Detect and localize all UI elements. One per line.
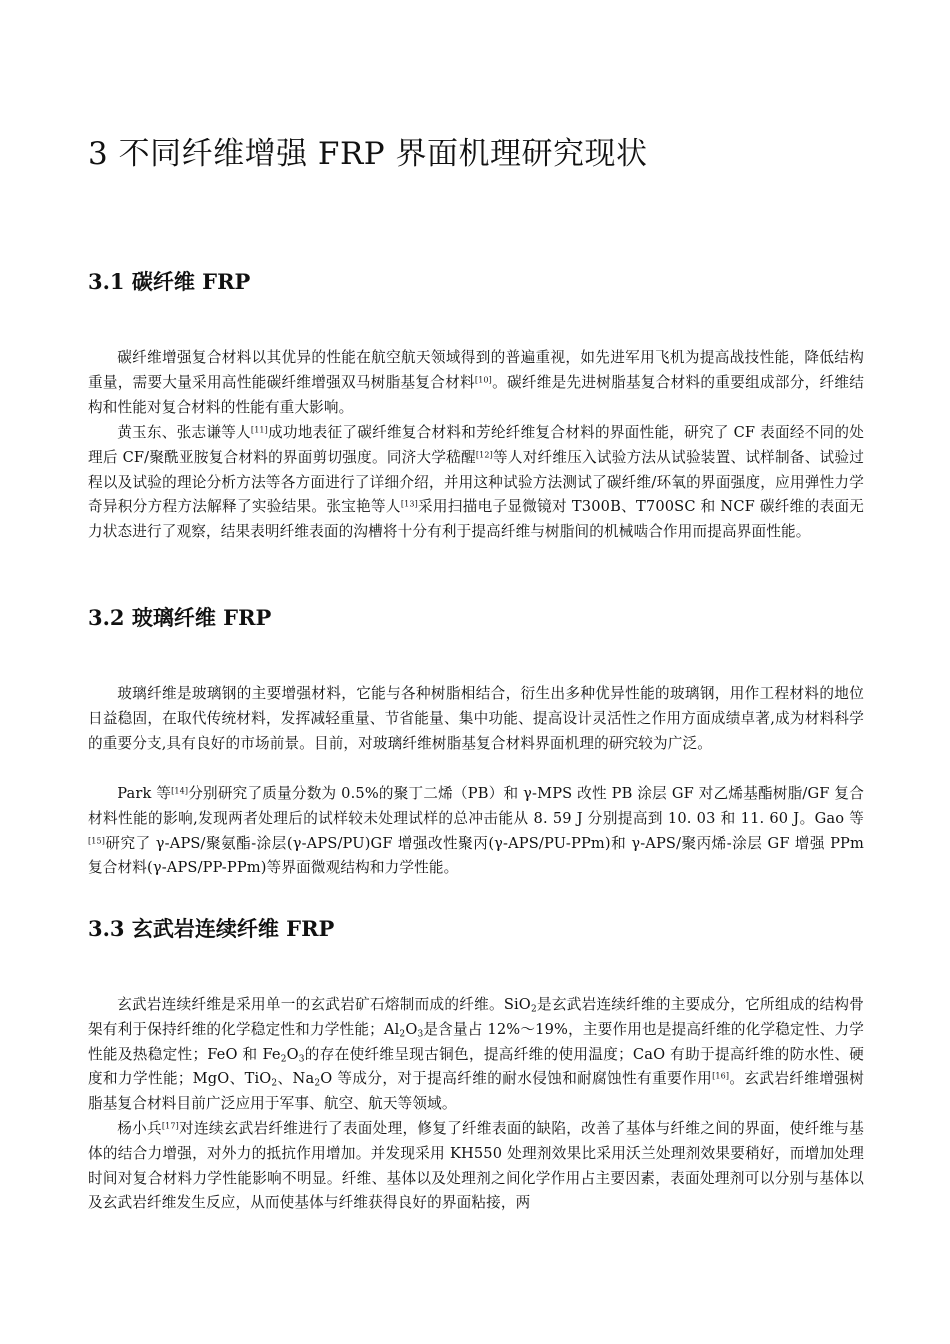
citation-ref: [15] <box>88 836 106 846</box>
citation-ref: [13] <box>400 500 418 509</box>
citation-ref: [16] <box>712 1072 730 1081</box>
section-heading-3-1: 3.1 碳纤维 FRP <box>88 269 251 294</box>
paragraph-basalt-intro: 玄武岩连续纤维是采用单一的玄武岩矿石熔制而成的纤维。SiO$_2$是玄武岩连续纤维的主要成分，它所组成的结构骨架有利于保持纤维的化学稳定性和力学性能；$Al_2O_3$是含量占 12%～19%，主要作用也是提高纤维的化学稳定性、力学性能及热稳定性；FeO 和 $Fe_2O_3$的存在使纤维呈现古铜色，提高纤维的使用温度；CaO 有助于提高纤维的防水性、硬度和力学性能；MgO、TiO$_2$、$Na_2O$ 等成分，对于提高纤维的耐水侵蚀和耐腐蚀性有重要作用[16]。玄武岩纤维增强树脂基复合材料目前广泛应用于军事、航空、航天等领域。 <box>88 996 865 1113</box>
citation-ref: [17] <box>161 1121 179 1131</box>
citation-ref: [12] <box>475 450 493 460</box>
paragraph-carbon-research: 黄玉东、张志谦等人[11]成功地表征了碳纤维复合材料和芳纶纤维复合材料的界面性能，研究了 CF 表面经不同的处理后 CF/聚酰亚胺复合材料的界面剪切强度。同济大学嵇醒[12]等人对纤维压入试验方法从试验装置、试样制备、试验过程以及试验的理论分析方法等各方面进行了详细介绍，并用这种试验方法测试了碳纤维/环氧的界面强度，应用弹性力学奇异积分方程方法解释了实验结果。张宝艳等人[13]采用扫描电子显微镜对 T300B、T700SC 和 NCF 碳纤维的表面无力状态进行了观察，结果表明纤维表面的沟槽将十分有利于提高纤维与树脂间的机械啮合作用而提高界面性能。 <box>88 424 864 541</box>
paragraph-glass-research: Park 等[14]分别研究了质量分数为 0.5%的聚丁二烯（PB）和 γ-MPS 改性 PB 涂层 GF 对乙烯基酯树脂/GF 复合材料性能的影响,发现两者处理后的试样较未处理试样的总冲击能从 8. 59 J 分别提高到 10. 03 和 11. 60 J。Gao 等[15]研究了 γ-APS/聚氨酯-涂层(γ-APS/PU)GF 增强改性聚丙(γ-APS/PU-PPm)和 γ-APS/聚丙烯-涂层 GF 增强 PPm 复合材料(γ-APS/PP-PPm)等界面微观结构和力学性能。 <box>88 785 864 877</box>
chapter-title: 3 不同纤维增强 FRP 界面机理研究现状 <box>88 136 648 172</box>
section-heading-3-2: 3.2 玻璃纤维 FRP <box>88 605 272 630</box>
section-heading-3-3: 3.3 玄武岩连续纤维 FRP <box>88 916 335 941</box>
paragraph-glass-intro: 玻璃纤维是玻璃钢的主要增强材料，它能与各种树脂相结合，衍生出多种优异性能的玻璃钢，用作工程材料的地位日益稳固，在取代传统材料，发挥减轻重量、节省能量、集中功能、提高设计灵活性之作用方面成绩卓著,成为材料科学的重要分支,具有良好的市场前景。目前，对玻璃纤维树脂基复合材料界面机理的研究较为广泛。 <box>88 685 864 752</box>
paragraph-carbon-intro: 碳纤维增强复合材料以其优异的性能在航空航天领域得到的普遍重视，如先进军用飞机为提高战技性能，降低结构重量，需要大量采用高性能碳纤维增强双马树脂基复合材料[10]。碳纤维是先进树脂基复合材料的重要组成部分，纤维结构和性能对复合材料的性能有重大影响。 <box>88 349 864 416</box>
paragraph-basalt-research: 杨小兵[17]对连续玄武岩纤维进行了表面处理，修复了纤维表面的缺陷，改善了基体与纤维之间的界面，使纤维与基体的结合力增强，对外力的抵抗作用增加。并发现采用 KH550 处理剂效果比采用沃兰处理剂效果要稍好，而增加处理时间对复合材料力学性能影响不明显。纤维、基体以及处理剂之间化学作用占主要因素，表面处理剂可以分别与基体以及玄武岩纤维发生反应，从而使基体与纤维获得良好的界面粘接，两 <box>88 1120 865 1212</box>
citation-ref: [10] <box>474 375 492 385</box>
citation-ref: [11] <box>250 425 268 435</box>
citation-ref: [14] <box>171 786 189 796</box>
